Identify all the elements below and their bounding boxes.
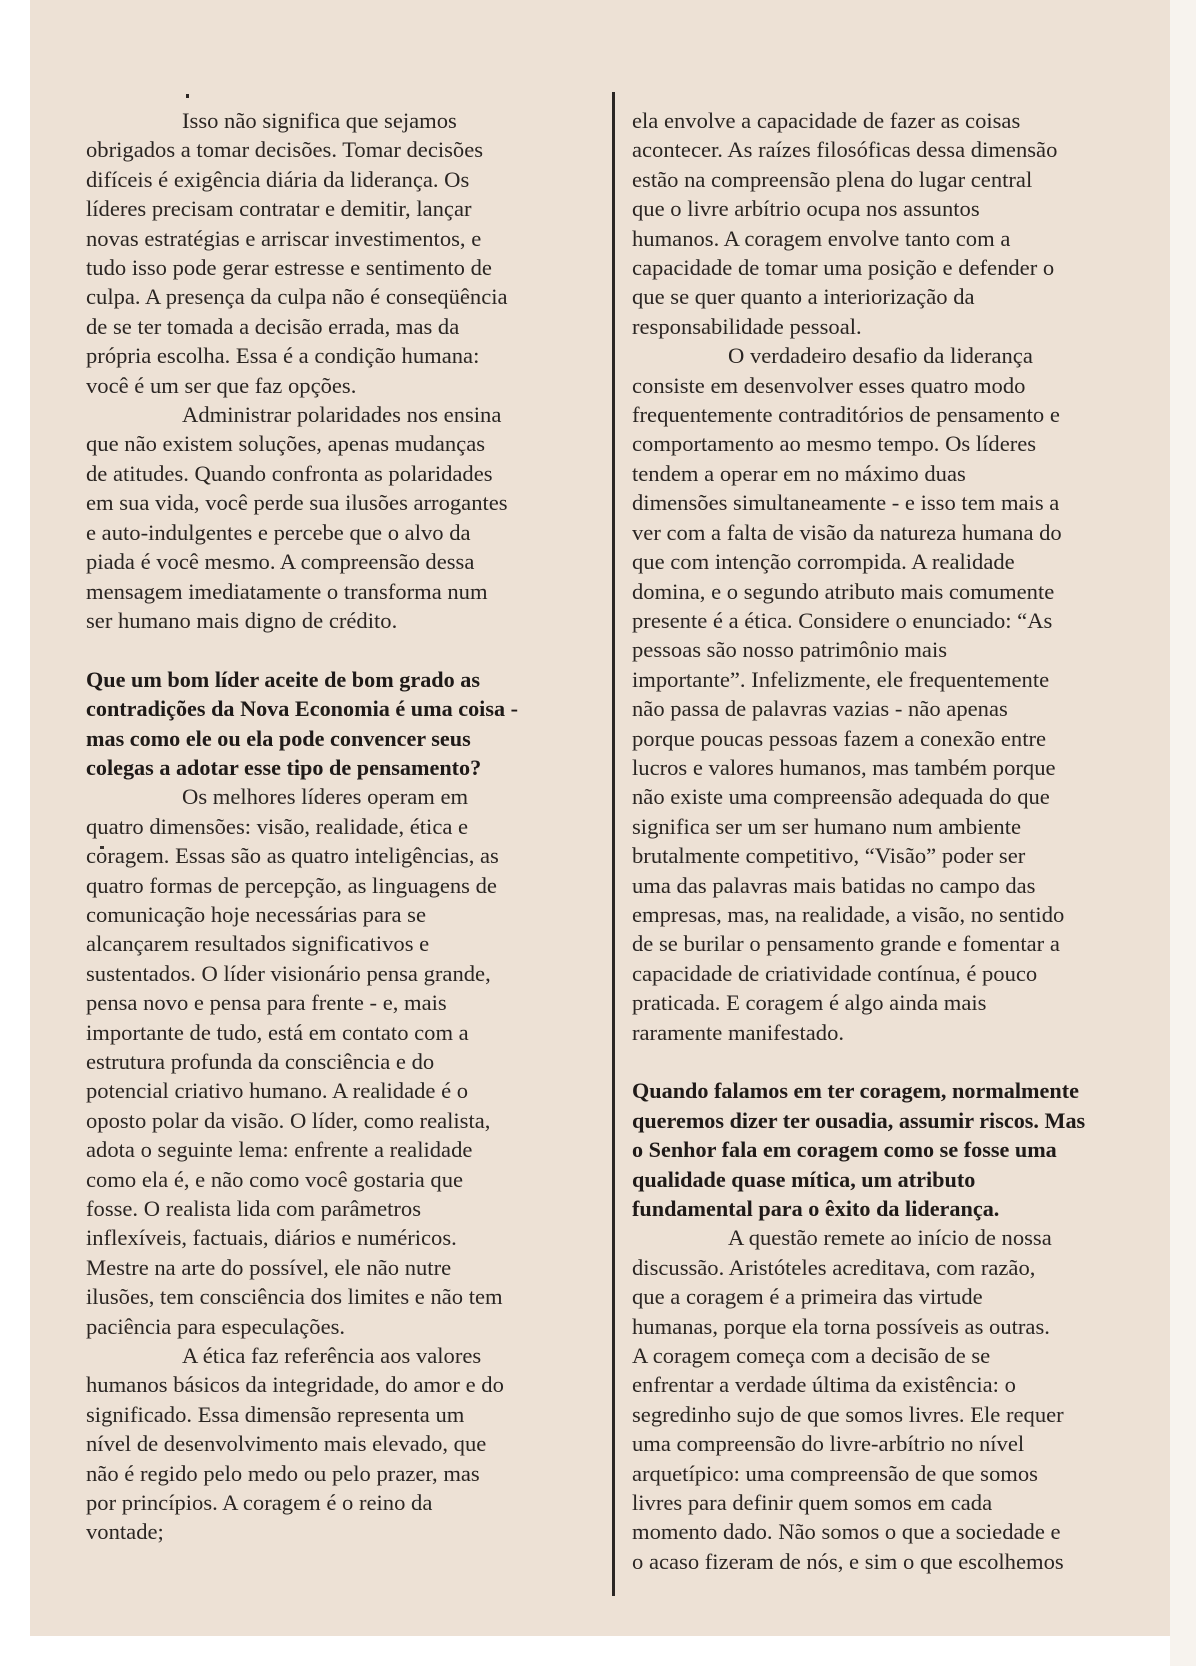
text-line: acontecer. As raízes filosóficas dessa dimensão [632,137,1058,163]
text-line: quatro dimensões: visão, realidade, ética e [86,813,469,839]
text-line: dimensões simultaneamente - e isso tem mais a [632,490,1060,516]
text-line: paciência para especulações. [86,1313,346,1339]
text-line: humanos. A coragem envolve tanto com a [632,225,1011,251]
question-line: o Senhor fala em coragem como se fosse uma [632,1137,1057,1163]
text-line: importante de tudo, está em contato com a [86,1019,469,1045]
text-line: estão na compreensão plena do lugar central [632,166,1033,192]
text-line: potencial criativo humano. A realidade é o [86,1078,469,1104]
text-line: Administrar polaridades nos ensina [182,402,502,428]
text-line: praticada. E coragem é algo ainda mais [632,990,987,1016]
text-line: fosse. O realista lida com parâmetros [86,1196,422,1222]
text-line: que a coragem é a primeira das virtude [632,1284,983,1310]
text-line: que se quer quanto a interiorização da [632,284,975,310]
text-line: comportamento ao mesmo tempo. Os líderes [632,431,1037,457]
text-line: porque poucas pessoas fazem a conexão entre [632,725,1047,751]
text-line: líderes precisam contratar e demitir, lançar [86,196,472,222]
text-line: uma compreensão do livre-arbítrio no nível [632,1431,1025,1457]
text-line: adota o seguinte lema: enfrente a realidade [86,1137,473,1163]
paragraph-gap [632,1047,1146,1076]
paragraph-4 [86,1341,596,1547]
text-line: nível de desenvolvimento mais elevado, que [86,1431,487,1457]
text-line: ver com a falta de visão da natureza humana do [632,519,1062,545]
text-line: de se ter tomada a decisão errada, mas da [86,313,460,339]
text-line: capacidade de criatividade contínua, é pouco [632,960,1038,986]
text-line: oposto polar da visão. O líder, como realista, [86,1107,491,1133]
paragraph-5 [632,106,1146,341]
text-line: domina, e o segundo atributo mais comumente [632,578,1055,604]
text-line: consiste em desenvolver esses quatro modo [632,372,1026,398]
paragraph-gap [86,635,596,664]
text-line: não existe uma compreensão adequada do que [632,784,1050,810]
text-line: não é regido pelo medo ou pelo prazer, mas [86,1460,480,1486]
text-line: presente é a ética. Considere o enunciado: “As [632,607,1053,633]
text-line: e auto-indulgentes e percebe que o alvo da [86,519,471,545]
text-line: pensa novo e pensa para frente - e, mais [86,990,447,1016]
text-line: novas estratégias e arriscar investimentos, e [86,225,482,251]
text-line: tendem a operar em no máximo duas [632,460,966,486]
column-divider [612,92,615,1596]
text-line: mensagem imediatamente o transforma num [86,578,488,604]
text-line: momento dado. Não somos o que a sociedade e [632,1519,1061,1545]
text-line: não passa de palavras vazias - não apenas [632,696,1008,722]
text-line: A questão remete ao início de nossa [728,1225,1052,1251]
question-line: qualidade quase mítica, um atributo [632,1166,976,1192]
text-line: ser humano mais digno de crédito. [86,607,398,633]
text-line: lucros e valores humanos, mas também porque [632,754,1056,780]
page-edge [1170,0,1196,1666]
text-line: estrutura profunda da consciência e do [86,1048,435,1074]
text-line: brutalmente competitivo, “Visão” poder ser [632,843,1026,869]
question-line: contradições da Nova Economia é uma coisa - [86,696,519,722]
text-line: inflexíveis, factuais, diários e numéricos. [86,1225,457,1251]
right-column [632,106,1146,1576]
text-line: vontade; [86,1519,164,1545]
text-line: como ela é, e não como você gostaria que [86,1166,464,1192]
text-line: em sua vida, você perde sua ilusões arrogantes [86,490,508,516]
text-line: alcançarem resultados significativos e [86,931,430,957]
question-line: mas como ele ou ela pode convencer seus [86,725,471,751]
text-line: comunicação hoje necessárias para se [86,901,426,927]
text-line: importante”. Infelizmente, ele frequentemente [632,666,1050,692]
text-line: de atitudes. Quando confronta as polaridades [86,460,493,486]
text-line: quatro formas de percepção, as linguagens de [86,872,497,898]
paragraph-7 [632,1223,1146,1576]
text-line: humanas, porque ela torna possíveis as outras. [632,1313,1050,1339]
text-line: discussão. Aristóteles acreditava, com razão, [632,1254,1036,1280]
text-line: O verdadeiro desafio da liderança [728,343,1033,369]
text-line: responsabilidade pessoal. [632,313,862,339]
text-line: frequentemente contraditórios de pensamento e [632,402,1060,428]
text-line: Isso não significa que sejamos [182,108,457,133]
interview-question [632,1076,1146,1223]
question-line: fundamental para o êxito da liderança. [632,1196,1000,1222]
text-line: raramente manifestado. [632,1019,845,1045]
paragraph-3 [86,782,596,1341]
question-line: Quando falamos em ter coragem, normalmente [632,1078,1079,1104]
paragraph-6 [632,341,1146,1047]
text-line: Os melhores líderes operam em [182,784,469,810]
left-column [86,106,596,1547]
text-line: ilusões, tem consciência dos limites e não tem [86,1284,503,1310]
paragraph-1 [86,106,596,400]
text-line: obrigados a tomar decisões. Tomar decisões [86,137,484,163]
text-line: pessoas são nosso patrimônio mais [632,637,948,663]
text-line: A ética faz referência aos valores [182,1343,482,1369]
text-line: significado. Essa dimensão representa um [86,1401,465,1427]
question-line: Que um bom líder aceite de bom grado as [86,666,481,692]
paragraph-2 [86,400,596,635]
text-line: piada é você mesmo. A compreensão dessa [86,549,475,575]
text-line: livres para definir quem somos em cada [632,1490,993,1516]
text-line: humanos básicos da integridade, do amor e do [86,1372,504,1398]
text-line: difíceis é exigência diária da liderança. Os [86,166,470,192]
text-line: ela envolve a capacidade de fazer as coisas [632,108,1021,133]
text-line: que com intenção corrompida. A realidade [632,549,1015,575]
text-line: você é um ser que faz opções. [86,372,357,398]
text-line: tudo isso pode gerar estresse e sentimento de [86,255,492,281]
text-line: que o livre arbítrio ocupa nos assuntos [632,196,980,222]
text-line: por princípios. A coragem é o reino da [86,1490,433,1516]
text-line: sustentados. O líder visionário pensa grande, [86,960,491,986]
interview-question [86,665,596,783]
text-line: Mestre na arte do possível, ele não nutre [86,1254,452,1280]
text-line: empresas, mas, na realidade, a visão, no sentido [632,901,1065,927]
text-line: arquetípico: uma compreensão de que somos [632,1460,1038,1486]
text-line: o acaso fizeram de nós, e sim o que escolhemos [632,1548,1064,1574]
text-line: de se burilar o pensamento grande e fomentar a [632,931,1060,957]
text-line: coragem. Essas são as quatro inteligências, as [86,843,499,869]
text-line: significa ser um ser humano num ambiente [632,813,1022,839]
text-line: enfrentar a verdade última da existência: o [632,1372,1016,1398]
text-line: segredinho sujo de que somos livres. Ele requer [632,1401,1064,1427]
text-line: que não existem soluções, apenas mudanças [86,431,486,457]
text-line: A coragem começa com a decisão de se [632,1343,991,1369]
question-line: colegas a adotar esse tipo de pensamento? [86,754,482,780]
text-line: capacidade de tomar uma posição e defender o [632,255,1055,281]
text-line: uma das palavras mais batidas no campo das [632,872,1036,898]
text-line: culpa. A presença da culpa não é conseqüência [86,284,508,310]
text-line: própria escolha. Essa é a condição humana: [86,343,480,369]
question-line: queremos dizer ter ousadia, assumir riscos. Mas [632,1107,1086,1133]
scan-mark [186,94,189,98]
